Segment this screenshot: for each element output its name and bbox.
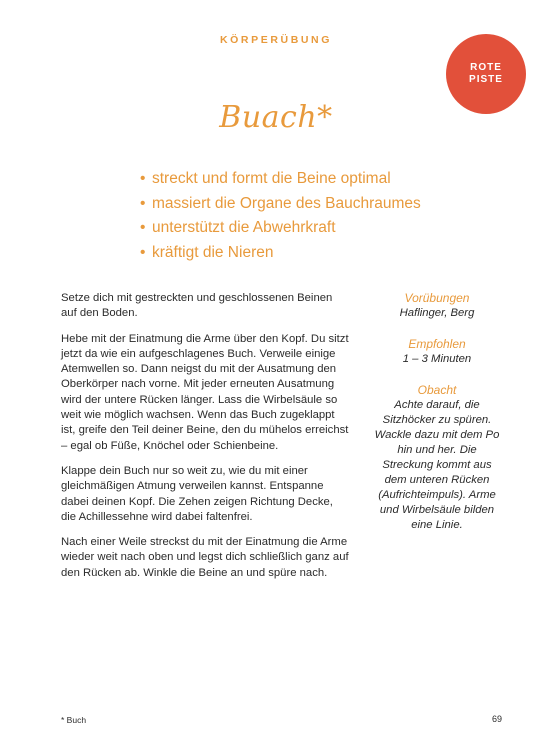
page-number: 69	[491, 714, 502, 724]
instruction-paragraph: Hebe mit der Einatmung die Arme über den Kopf. Du sitzt jetzt da wie ein aufgeschlagenes Buch. Verweile einige Atemwellen so. Dann neigst du mit der Ausatmung den Oberkörper nach vorne. Mit jeder erneuten Ausatmung wird der untere Rücken länger. Lass die Wirbelsäule so weit wie möglich wachsen. Wenn das Buch zugeklappt ist, greife den Teil deiner Beine, den du mühelos erreichst – egal ob Füße, Knöchel oder Schienbeine.	[61, 332, 349, 452]
bullet-icon: •	[140, 219, 146, 236]
caution-heading: Obacht	[417, 383, 457, 397]
badge-line-1: ROTE	[470, 62, 502, 73]
bullet-icon: •	[140, 194, 146, 212]
caution-block	[372, 383, 502, 533]
benefit-text: kräftigt die Nieren	[152, 243, 274, 261]
badge-line-2: PISTE	[469, 74, 503, 85]
bullet-icon: •	[140, 243, 146, 261]
instruction-paragraph: Setze dich mit gestreckten und geschlossenen Beinen auf den Boden.	[61, 292, 333, 320]
prep-heading: Vorübungen	[404, 291, 470, 305]
sidebar	[372, 291, 502, 549]
bullet-icon: •	[140, 170, 146, 187]
section-label: KÖRPERÜBUNG	[219, 34, 333, 46]
prep-block	[372, 291, 502, 321]
recommended-heading: Empfohlen	[408, 337, 466, 351]
instruction-paragraph: Nach einer Weile streckst du mit der Einatmung die Arme wieder weit nach oben und legst dich schließlich ganz auf den Rücken ab. Winkle die Beine an und spüre nach.	[61, 536, 349, 579]
instruction-paragraph: Klappe dein Buch nur so weit zu, wie du mit einer gleichmäßigen Atmung verweilen kannst. Entspanne dabei deinen Kopf. Die Zehen zeigen Richtung Decke, die Achillessehne wird dabei faltenfrei.	[61, 464, 333, 523]
instructions	[61, 291, 351, 591]
benefits-list	[140, 167, 421, 265]
benefit-text: unterstützt die Abwehrkraft	[152, 219, 336, 236]
benefit-item	[140, 241, 421, 266]
benefit-text: massiert die Organe des Bauchraumes	[152, 194, 421, 212]
benefit-item	[140, 167, 421, 192]
footnote: * Buch	[61, 715, 87, 725]
prep-value: Haflinger, Berg	[399, 307, 475, 319]
benefit-item	[140, 192, 421, 217]
caution-value: Achte darauf, die Sitzhöcker zu spüren. Wackle dazu mit dem Po hin und her. Die Streckung kommt aus dem unteren Rücken (Aufrichteimpuls). Arme und Wirbelsäule bilden eine Linie.	[374, 399, 500, 531]
benefit-item	[140, 216, 421, 241]
recommended-value: 1 – 3 Minuten	[402, 353, 472, 365]
benefit-text: streckt und formt die Beine optimal	[152, 170, 391, 187]
recommended-block	[372, 337, 502, 367]
exercise-title: Buach*	[219, 100, 333, 135]
